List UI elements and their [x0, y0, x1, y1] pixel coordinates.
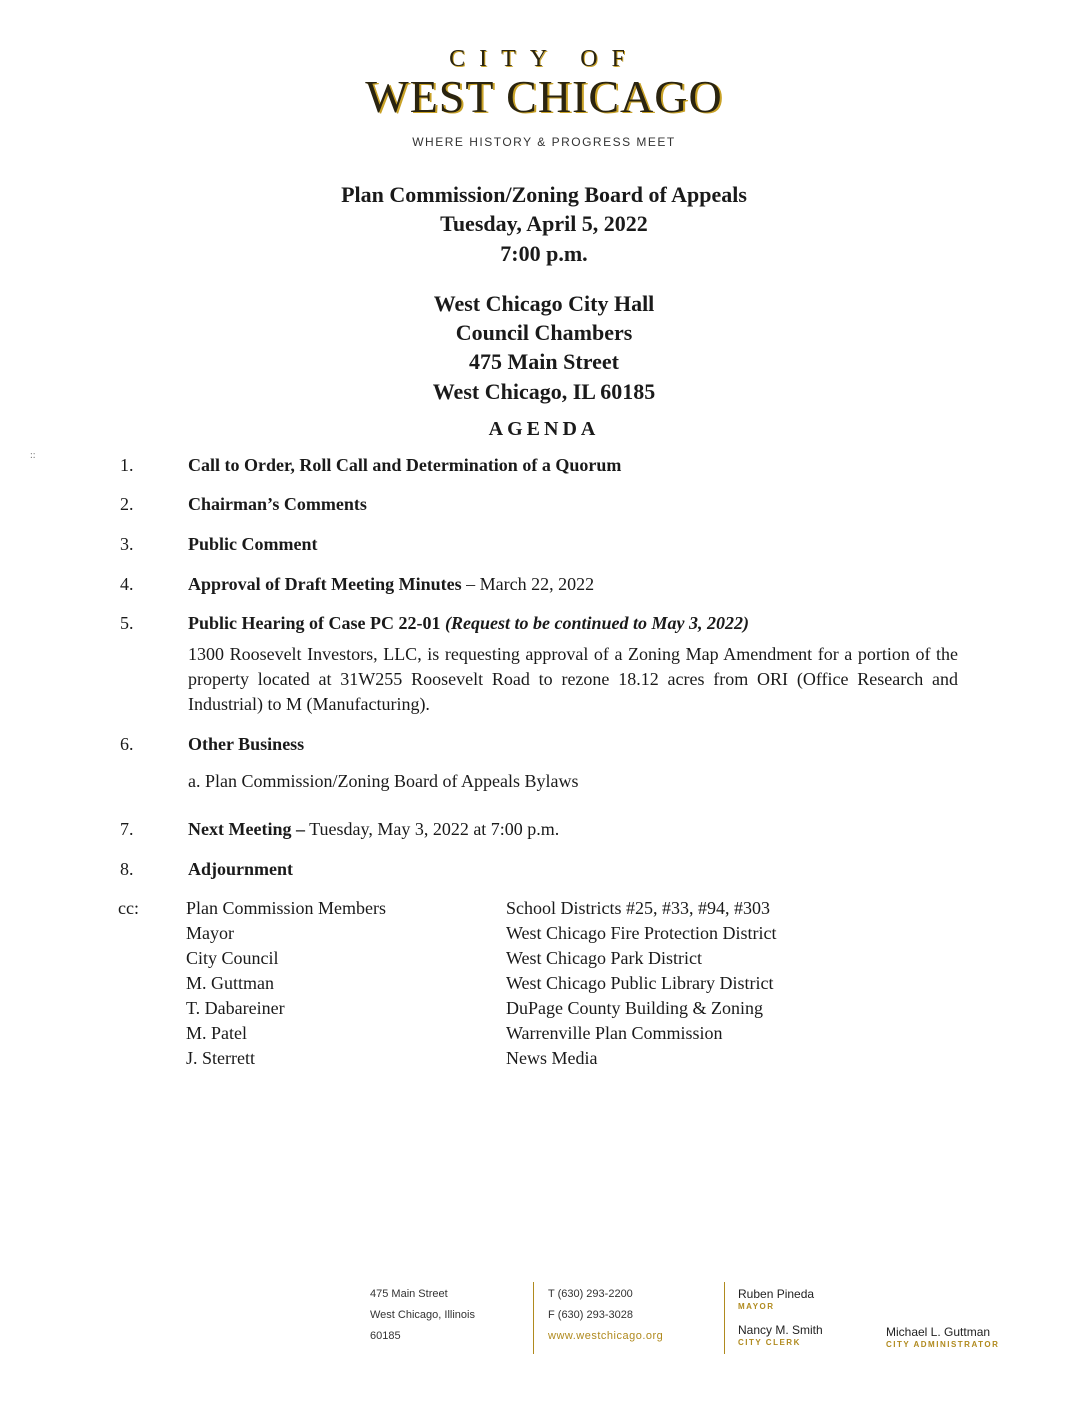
- cc-right-item: West Chicago Fire Protection District: [506, 923, 777, 943]
- item-2-number: 2.: [120, 494, 134, 514]
- cc-left-item: M. Guttman: [186, 973, 274, 993]
- clerk-name: Nancy M. Smith: [738, 1323, 823, 1337]
- item-3: [188, 534, 318, 555]
- cc-right-item: West Chicago Park District: [506, 948, 703, 968]
- meeting-time: 7:00 p.m.: [500, 241, 588, 266]
- administrator-title: CITY ADMINISTRATOR: [886, 1340, 1000, 1349]
- cc-left-item: T. Dabareiner: [186, 998, 285, 1018]
- letterhead-city-name: WEST CHICAGO: [365, 71, 723, 122]
- item-3-number: 3.: [120, 534, 134, 554]
- item-5-title: Public Hearing of Case PC 22-01: [188, 613, 445, 633]
- item-5: [188, 613, 749, 634]
- item-8: [188, 859, 293, 880]
- item-6-subitem: a. Plan Commission/Zoning Board of Appeals Bylaws: [188, 771, 579, 791]
- item-1-number: 1.: [120, 455, 134, 475]
- cc-left-item: J. Sterrett: [186, 1048, 255, 1068]
- cc-left-list: [186, 896, 386, 1071]
- location-line-4: West Chicago, IL 60185: [432, 379, 656, 404]
- item-4-title: Approval of Draft Meeting Minutes: [188, 574, 462, 594]
- item-2-title: Chairman’s Comments: [188, 494, 367, 514]
- cc-right-item: DuPage County Building & Zoning: [506, 998, 764, 1018]
- footer-address: [370, 1284, 475, 1347]
- item-7-title: Next Meeting –: [188, 819, 305, 839]
- item-7: [188, 819, 559, 840]
- item-6: [188, 734, 304, 755]
- location-line-2: Council Chambers: [455, 320, 633, 345]
- footer-divider: [724, 1282, 725, 1354]
- item-7-number: 7.: [120, 819, 134, 839]
- footer-divider: [533, 1282, 534, 1354]
- footer-mayor: [738, 1286, 814, 1312]
- item-8-title: Adjournment: [188, 859, 294, 879]
- location-line-3: 475 Main Street: [469, 349, 619, 374]
- cc-right-item: Warrenville Plan Commission: [506, 1023, 723, 1043]
- item-2: [188, 494, 367, 515]
- item-7-detail: Tuesday, May 3, 2022 at 7:00 p.m.: [304, 819, 560, 839]
- cc-right-list: [506, 896, 777, 1071]
- cc-right-item: West Chicago Public Library District: [506, 973, 774, 993]
- clerk-title: CITY CLERK: [738, 1338, 801, 1347]
- footer-phone: T (630) 293-2200: [548, 1288, 633, 1300]
- cc-right-item: School Districts #25, #33, #94, #303: [506, 898, 770, 918]
- item-5-number: 5.: [120, 613, 134, 633]
- item-4-detail: – March 22, 2022: [461, 574, 595, 594]
- cc-left-item: Mayor: [186, 923, 234, 943]
- item-6-title: Other Business: [188, 734, 305, 754]
- cc-left-item: Plan Commission Members: [186, 898, 387, 918]
- meeting-body: Plan Commission/Zoning Board of Appeals: [341, 182, 747, 207]
- item-4: [188, 574, 594, 595]
- cc-label: cc:: [118, 898, 139, 918]
- location-line-1: West Chicago City Hall: [433, 291, 655, 316]
- footer-website-link[interactable]: www.westchicago.org: [548, 1330, 664, 1342]
- footer-address-line: 475 Main Street: [370, 1288, 448, 1300]
- footer-contact: [548, 1284, 663, 1347]
- footer-administrator: [886, 1324, 999, 1350]
- item-1: [188, 455, 621, 476]
- footer-clerk: [738, 1322, 823, 1348]
- agenda-title: AGENDA: [488, 418, 600, 440]
- item-1-title: Call to Order, Roll Call and Determination of a Quorum: [188, 455, 622, 475]
- item-3-title: Public Comment: [188, 534, 318, 554]
- item-5-description: 1300 Roosevelt Investors, LLC, is requesting approval of a Zoning Map Amendment for a portion of the property located at 31W255 Roosevelt Road to rezone 18.12 acres from ORI (Office Research and Industrial) to M (Manufacturing).: [188, 644, 958, 714]
- mayor-name: Ruben Pineda: [738, 1287, 815, 1301]
- item-5-note: (Request to be continued to May 3, 2022): [444, 613, 749, 633]
- item-6-number: 6.: [120, 734, 134, 754]
- footer-address-line: West Chicago, Illinois: [370, 1309, 475, 1321]
- administrator-name: Michael L. Guttman: [886, 1325, 991, 1339]
- letterhead-tagline: WHERE HISTORY & PROGRESS MEET: [412, 135, 676, 149]
- meeting-date: Tuesday, April 5, 2022: [440, 211, 648, 236]
- cc-right-item: News Media: [506, 1048, 598, 1068]
- footer-address-line: 60185: [370, 1330, 401, 1342]
- scan-mark: ::: [30, 450, 36, 461]
- item-8-number: 8.: [120, 859, 134, 879]
- cc-left-item: City Council: [186, 948, 279, 968]
- mayor-title: MAYOR: [738, 1302, 775, 1311]
- footer-fax: F (630) 293-3028: [548, 1309, 633, 1321]
- item-4-number: 4.: [120, 574, 134, 594]
- cc-left-item: M. Patel: [186, 1023, 247, 1043]
- letterhead-city-of: CITY OF: [449, 46, 639, 72]
